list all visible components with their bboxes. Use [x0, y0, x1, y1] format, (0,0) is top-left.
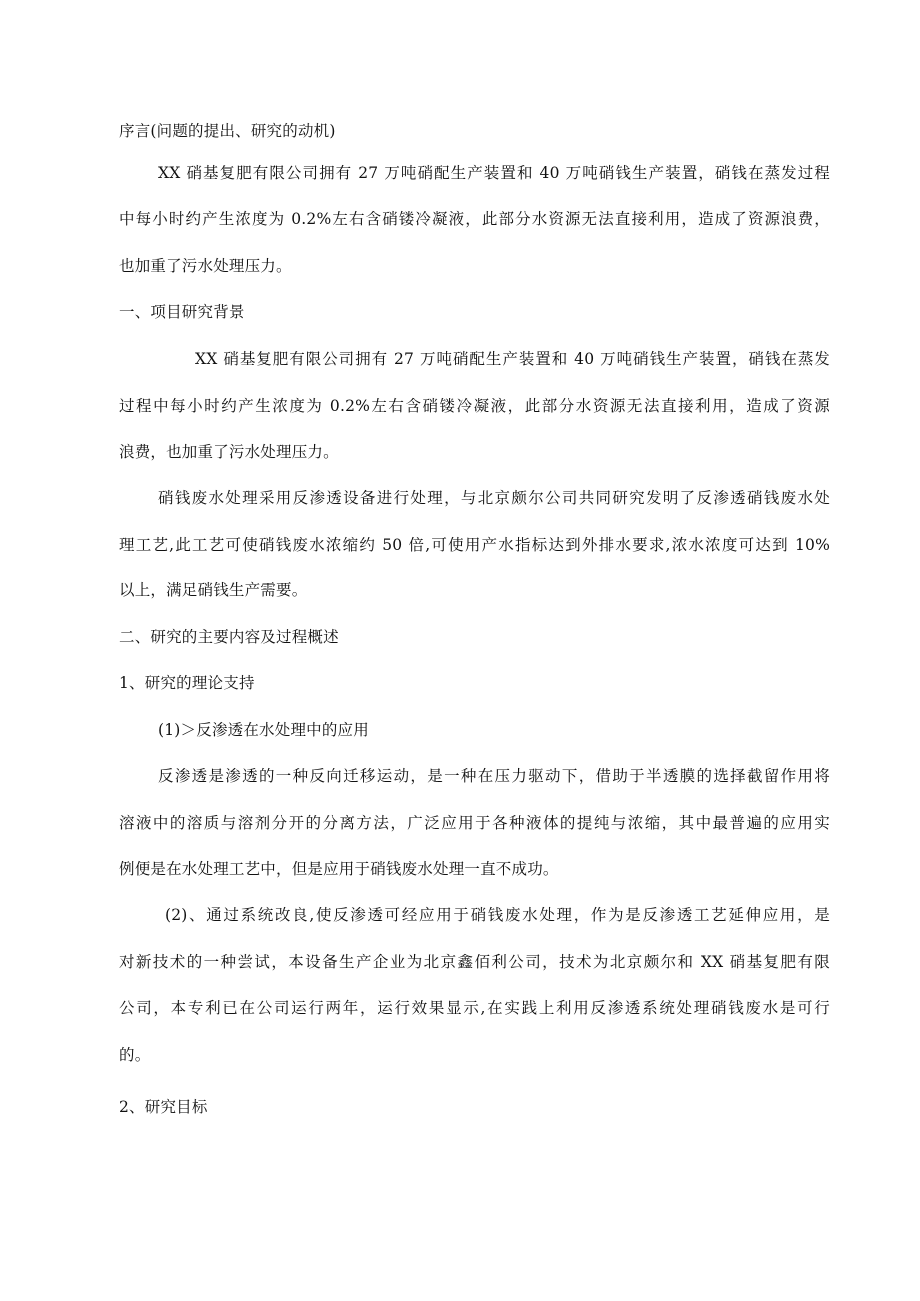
item2-paragraph-line: 公司，本专利已在公司运行两年，运行效果显示,在实践上利用反渗透系统处理硝钱废水是可行 — [119, 999, 830, 1017]
ro-paragraph-line: 例便是在水处理工艺中，但是应用于硝钱废水处理一直不成功。 — [119, 860, 559, 878]
preface-paragraph-line: 也加重了污水处理压力。 — [119, 257, 292, 275]
treatment-paragraph-line: 以上，满足硝钱生产需要。 — [119, 581, 308, 599]
background-paragraph-line: 过程中每小时约产生浓度为 0.2%左右含硝镂冷凝液，此部分水资源无法直接利用，造成了资源 — [119, 397, 830, 415]
section2-heading: 二、研究的主要内容及过程概述 — [119, 628, 339, 646]
ro-paragraph-line: 溶液中的溶质与溶剂分开的分离方法，广泛应用于各种液体的提纯与浓缩，其中最普遍的应用实 — [119, 814, 830, 832]
item2-paragraph-line: (2)、通过系统改良,使反渗透可经应用于硝钱废水处理，作为是反渗透工艺延伸应用，是 — [165, 906, 830, 924]
treatment-paragraph-line: 理工艺,此工艺可使硝钱废水浓缩约 50 倍,可使用产水指标达到外排水要求,浓水浓度可达到 10% — [119, 536, 830, 554]
preface-paragraph-line: 中每小时约产生浓度为 0.2%左右含硝镂冷凝液，此部分水资源无法直接利用，造成了资源浪费， — [119, 210, 830, 228]
background-paragraph-line: 浪费，也加重了污水处理压力。 — [119, 443, 339, 461]
preface-paragraph-line: XX 硝基复肥有限公司拥有 27 万吨硝配生产装置和 40 万吨硝钱生产装置，硝钱在蒸发过程 — [158, 164, 830, 182]
ro-paragraph-line: 反渗透是渗透的一种反向迁移运动，是一种在压力驱动下，借助于半透膜的选择截留作用将 — [158, 767, 830, 785]
section1-heading: 一、项目研究背景 — [119, 303, 245, 321]
background-paragraph-line: XX 硝基复肥有限公司拥有 27 万吨硝配生产装置和 40 万吨硝钱生产装置，硝钱在蒸发 — [195, 350, 830, 368]
item2-paragraph-line: 的。 — [119, 1046, 151, 1064]
treatment-paragraph-line: 硝钱废水处理采用反渗透设备进行处理，与北京颇尔公司共同研究发明了反渗透硝钱废水处 — [158, 489, 830, 507]
subsection2-heading: 2、研究目标 — [119, 1098, 208, 1116]
item2-paragraph-line: 对新技术的一种尝试，本设备生产企业为北京鑫佰利公司，技术为北京颇尔和 XX 硝基复肥有限 — [119, 953, 830, 971]
item1-heading: (1)＞反渗透在水处理中的应用 — [158, 721, 369, 739]
preface-heading: 序言(问题的提出、研究的动机) — [119, 122, 336, 140]
subsection1-heading: 1、研究的理论支持 — [119, 674, 255, 692]
